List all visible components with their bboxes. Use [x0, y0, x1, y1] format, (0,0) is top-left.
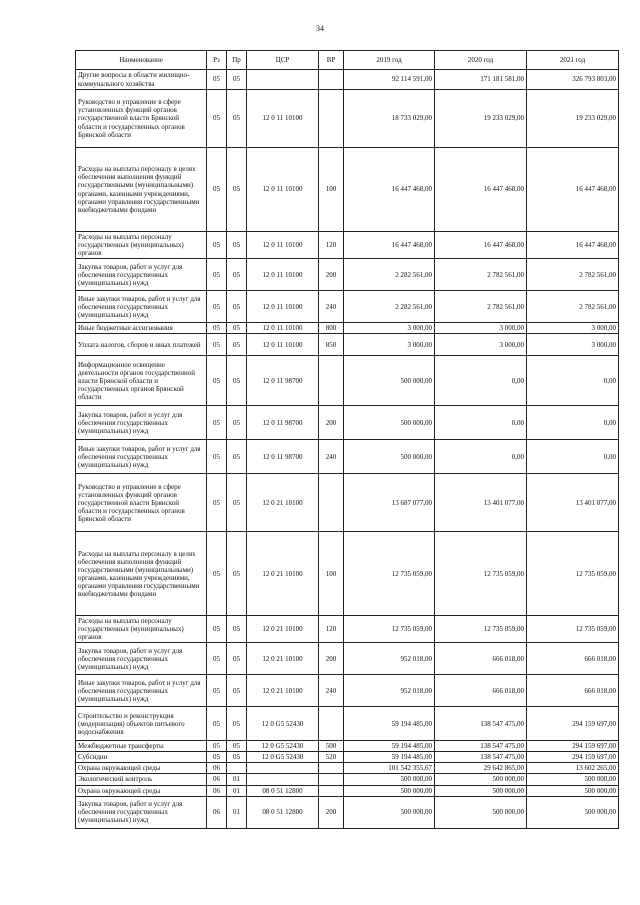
cell-name: Охрана окружающей среды: [76, 785, 207, 796]
cell-name: Руководство и управление в сфере установленных функций органов государственной власти Брянской области и государственных органов Брянской области: [76, 90, 207, 148]
cell-vr: [319, 785, 344, 796]
cell-vr: 240: [319, 291, 344, 323]
cell-2021: 13 602 265,00: [527, 763, 619, 774]
cell-2019: 59 194 485,00: [344, 707, 435, 741]
cell-2019: 16 447 468,00: [344, 148, 435, 232]
cell-name: Иные бюджетные ассигнования: [76, 323, 207, 334]
cell-vr: 200: [319, 643, 344, 675]
cell-name: Расходы на выплаты персоналу в целях обеспечения выполнения функций государственными (муниципальными) органами, казенными учреждениями, органами управления государственными внебюджетными фондами: [76, 148, 207, 232]
cell-rz: 05: [207, 356, 227, 406]
cell-csr: 08 0 51 12800: [247, 796, 319, 828]
cell-rz: 05: [207, 406, 227, 440]
cell-csr: [247, 763, 319, 774]
cell-rz: 05: [207, 148, 227, 232]
cell-rz: 05: [207, 752, 227, 763]
cell-vr: [319, 763, 344, 774]
cell-2021: 294 159 697,00: [527, 707, 619, 741]
table-row: [76, 474, 619, 532]
cell-rz: 05: [207, 474, 227, 532]
cell-vr: 200: [319, 259, 344, 291]
cell-pr: 05: [227, 406, 247, 440]
cell-2020: 0,00: [435, 356, 527, 406]
cell-2021: 666 018,00: [527, 643, 619, 675]
cell-csr: 08 0 51 12800: [247, 785, 319, 796]
cell-name: Другие вопросы в области жилищно-коммунального хозяйства: [76, 70, 207, 90]
cell-name: Уплата налогов, сборов и иных платежей: [76, 334, 207, 356]
cell-name: Охрана окружающей среды: [76, 763, 207, 774]
cell-name: Субсидии: [76, 752, 207, 763]
cell-vr: 100: [319, 148, 344, 232]
cell-vr: 850: [319, 334, 344, 356]
cell-pr: 01: [227, 796, 247, 828]
cell-2020: 666 018,00: [435, 643, 527, 675]
cell-2021: 0,00: [527, 440, 619, 474]
cell-pr: 05: [227, 232, 247, 259]
cell-name: Расходы на выплаты персоналу государственных (муниципальных) органов: [76, 616, 207, 643]
cell-2021: 12 735 059,00: [527, 532, 619, 616]
cell-pr: 05: [227, 532, 247, 616]
cell-2019: 13 687 077,00: [344, 474, 435, 532]
cell-csr: 12 0 11 10100: [247, 90, 319, 148]
table-row: [76, 148, 619, 232]
table-row: [76, 323, 619, 334]
cell-2020: 12 735 059,00: [435, 532, 527, 616]
table-row: [76, 707, 619, 741]
cell-rz: 05: [207, 532, 227, 616]
cell-2019: 500 000,00: [344, 406, 435, 440]
cell-2019: 3 000,00: [344, 334, 435, 356]
cell-vr: 500: [319, 741, 344, 752]
cell-csr: 12 0 11 10100: [247, 259, 319, 291]
cell-2021: 294 159 697,00: [527, 752, 619, 763]
cell-2020: 19 233 029,00: [435, 90, 527, 148]
table-row: [76, 90, 619, 148]
cell-2020: 0,00: [435, 440, 527, 474]
cell-rz: 05: [207, 334, 227, 356]
header-rz: Рз: [207, 51, 227, 70]
cell-name: Закупка товаров, работ и услуг для обеспечения государственных (муниципальных) нужд: [76, 259, 207, 291]
cell-2021: 666 018,00: [527, 675, 619, 707]
table-row: [76, 616, 619, 643]
header-vr: ВР: [319, 51, 344, 70]
table-row: [76, 643, 619, 675]
cell-name: Информационное освещение деятельности органов государственной власти Брянской области и государственных органов Брянской области: [76, 356, 207, 406]
table-row: [76, 675, 619, 707]
cell-2020: 500 000,00: [435, 774, 527, 785]
table-row: [76, 785, 619, 796]
cell-2019: 500 000,00: [344, 785, 435, 796]
cell-2020: 16 447 468,00: [435, 232, 527, 259]
table-row: [76, 291, 619, 323]
table-row: [76, 796, 619, 828]
cell-2019: 18 733 029,00: [344, 90, 435, 148]
cell-name: Руководство и управление в сфере установленных функций органов государственной власти Брянской области и государственных органов Брянской области: [76, 474, 207, 532]
cell-name: Расходы на выплаты персоналу в целях обеспечения выполнения функций государственными (муниципальными) органами, казенными учреждениями, органами управления государственными внебюджетными фондами: [76, 532, 207, 616]
cell-csr: 12 0 G5 52430: [247, 707, 319, 741]
cell-csr: 12 0 11 98700: [247, 440, 319, 474]
cell-pr: 05: [227, 741, 247, 752]
cell-name: Межбюджетные трансферты: [76, 741, 207, 752]
cell-2019: 12 735 059,00: [344, 616, 435, 643]
cell-pr: 05: [227, 323, 247, 334]
cell-rz: 06: [207, 785, 227, 796]
table-header-row: [76, 51, 619, 70]
cell-csr: 12 0 11 10100: [247, 323, 319, 334]
cell-2021: 19 233 029,00: [527, 90, 619, 148]
cell-name: Экологический контроль: [76, 774, 207, 785]
cell-csr: [247, 774, 319, 785]
cell-vr: 120: [319, 232, 344, 259]
cell-2021: 500 000,00: [527, 785, 619, 796]
cell-vr: 240: [319, 675, 344, 707]
cell-2020: 500 000,00: [435, 796, 527, 828]
cell-2021: 500 000,00: [527, 796, 619, 828]
table-row: [76, 440, 619, 474]
cell-name: Расходы на выплаты персоналу государственных (муниципальных) органов: [76, 232, 207, 259]
cell-2019: 3 000,00: [344, 323, 435, 334]
cell-csr: 12 0 G5 52430: [247, 741, 319, 752]
cell-2020: 2 782 561,00: [435, 259, 527, 291]
budget-table: [75, 50, 619, 829]
cell-vr: [319, 474, 344, 532]
cell-pr: 05: [227, 440, 247, 474]
header-2021: 2021 год: [527, 51, 619, 70]
table-row: [76, 752, 619, 763]
cell-vr: [319, 774, 344, 785]
cell-name: Иные закупки товаров, работ и услуг для обеспечения государственных (муниципальных) нужд: [76, 675, 207, 707]
cell-rz: 05: [207, 90, 227, 148]
table-row: [76, 774, 619, 785]
table-row: [76, 232, 619, 259]
cell-pr: 05: [227, 752, 247, 763]
header-2020: 2020 год: [435, 51, 527, 70]
cell-rz: 05: [207, 616, 227, 643]
header-name: Наименование: [76, 51, 207, 70]
table-row: [76, 532, 619, 616]
cell-rz: 05: [207, 70, 227, 90]
cell-2019: 500 000,00: [344, 796, 435, 828]
cell-2020: 29 642 865,00: [435, 763, 527, 774]
cell-rz: 05: [207, 707, 227, 741]
cell-csr: 12 0 11 98700: [247, 406, 319, 440]
cell-name: Закупка товаров, работ и услуг для обеспечения государственных (муниципальных) нужд: [76, 643, 207, 675]
table-row: [76, 259, 619, 291]
table-body: [76, 70, 619, 829]
cell-2020: 2 782 561,00: [435, 291, 527, 323]
cell-csr: 12 0 21 10100: [247, 616, 319, 643]
cell-rz: 06: [207, 763, 227, 774]
cell-pr: 05: [227, 148, 247, 232]
cell-rz: 05: [207, 440, 227, 474]
cell-2019: 952 018,00: [344, 675, 435, 707]
table-row: [76, 763, 619, 774]
cell-2019: 952 018,00: [344, 643, 435, 675]
cell-name: Иные закупки товаров, работ и услуг для обеспечения государственных (муниципальных) нужд: [76, 291, 207, 323]
cell-csr: 12 0 11 10100: [247, 291, 319, 323]
cell-rz: 05: [207, 259, 227, 291]
cell-vr: [319, 707, 344, 741]
cell-rz: 05: [207, 643, 227, 675]
cell-csr: 12 0 21 10100: [247, 474, 319, 532]
cell-2020: 138 547 475,00: [435, 741, 527, 752]
cell-2019: 2 282 561,00: [344, 291, 435, 323]
cell-rz: 06: [207, 774, 227, 785]
cell-pr: 05: [227, 334, 247, 356]
cell-2019: 16 447 468,00: [344, 232, 435, 259]
cell-2021: 16 447 468,00: [527, 148, 619, 232]
cell-vr: 100: [319, 532, 344, 616]
cell-2019: 92 114 591,00: [344, 70, 435, 90]
cell-2021: 16 447 468,00: [527, 232, 619, 259]
cell-2019: 101 542 355,67: [344, 763, 435, 774]
cell-csr: 12 0 11 98700: [247, 356, 319, 406]
cell-2020: 138 547 475,00: [435, 752, 527, 763]
cell-csr: 12 0 21 10100: [247, 532, 319, 616]
cell-2019: 500 000,00: [344, 356, 435, 406]
cell-csr: 12 0 21 10100: [247, 675, 319, 707]
cell-name: Иные закупки товаров, работ и услуг для обеспечения государственных (муниципальных) нужд: [76, 440, 207, 474]
cell-csr: [247, 70, 319, 90]
cell-vr: 120: [319, 616, 344, 643]
cell-2020: 138 547 475,00: [435, 707, 527, 741]
cell-2020: 500 000,00: [435, 785, 527, 796]
cell-pr: 01: [227, 774, 247, 785]
cell-2021: 326 793 803,00: [527, 70, 619, 90]
cell-rz: 05: [207, 323, 227, 334]
cell-csr: 12 0 G5 52430: [247, 752, 319, 763]
cell-name: Закупка товаров, работ и услуг для обеспечения государственных (муниципальных) нужд: [76, 406, 207, 440]
header-2019: 2019 год: [344, 51, 435, 70]
cell-2019: 500 000,00: [344, 440, 435, 474]
table-row: [76, 356, 619, 406]
cell-2021: 13 401 077,00: [527, 474, 619, 532]
cell-vr: [319, 90, 344, 148]
table-row: [76, 406, 619, 440]
header-csr: ЦСР: [247, 51, 319, 70]
cell-rz: 06: [207, 796, 227, 828]
cell-csr: 12 0 11 10100: [247, 334, 319, 356]
cell-name: Строительство и реконструкция (модернизация) объектов питьевого водоснабжения: [76, 707, 207, 741]
table-row: [76, 70, 619, 90]
cell-2019: 12 735 059,00: [344, 532, 435, 616]
header-pr: Пр: [227, 51, 247, 70]
cell-2020: 12 735 059,00: [435, 616, 527, 643]
cell-vr: 800: [319, 323, 344, 334]
cell-2020: 16 447 468,00: [435, 148, 527, 232]
cell-pr: 05: [227, 643, 247, 675]
cell-2021: 0,00: [527, 356, 619, 406]
cell-2021: 2 782 561,00: [527, 259, 619, 291]
cell-2020: 0,00: [435, 406, 527, 440]
cell-2021: 0,00: [527, 406, 619, 440]
cell-pr: 05: [227, 70, 247, 90]
cell-pr: 05: [227, 291, 247, 323]
cell-csr: 12 0 11 10100: [247, 148, 319, 232]
cell-2021: 3 000,00: [527, 334, 619, 356]
cell-pr: 05: [227, 90, 247, 148]
cell-vr: [319, 70, 344, 90]
cell-name: Закупка товаров, работ и услуг для обеспечения государственных (муниципальных) нужд: [76, 796, 207, 828]
cell-rz: 05: [207, 741, 227, 752]
cell-2019: 59 194 485,00: [344, 741, 435, 752]
cell-vr: 520: [319, 752, 344, 763]
cell-pr: 05: [227, 474, 247, 532]
cell-2020: 666 018,00: [435, 675, 527, 707]
cell-2020: 3 000,00: [435, 334, 527, 356]
cell-2021: 2 782 561,00: [527, 291, 619, 323]
cell-2021: 3 000,00: [527, 323, 619, 334]
cell-vr: 200: [319, 796, 344, 828]
cell-rz: 05: [207, 232, 227, 259]
cell-2019: 500 000,00: [344, 774, 435, 785]
cell-pr: 05: [227, 707, 247, 741]
table-row: [76, 741, 619, 752]
page-number: 34: [316, 24, 324, 33]
cell-2021: 294 159 697,00: [527, 741, 619, 752]
cell-2020: 171 181 581,00: [435, 70, 527, 90]
cell-2019: 59 194 485,00: [344, 752, 435, 763]
cell-csr: 12 0 21 10100: [247, 643, 319, 675]
cell-pr: [227, 763, 247, 774]
cell-vr: 200: [319, 406, 344, 440]
cell-pr: 05: [227, 675, 247, 707]
cell-rz: 05: [207, 675, 227, 707]
cell-pr: 05: [227, 356, 247, 406]
cell-vr: [319, 356, 344, 406]
cell-2020: 3 000,00: [435, 323, 527, 334]
cell-vr: 240: [319, 440, 344, 474]
cell-rz: 05: [207, 291, 227, 323]
cell-pr: 01: [227, 785, 247, 796]
cell-2021: 500 000,00: [527, 774, 619, 785]
cell-pr: 05: [227, 259, 247, 291]
cell-2021: 12 735 059,00: [527, 616, 619, 643]
table-row: [76, 334, 619, 356]
cell-2020: 13 401 077,00: [435, 474, 527, 532]
cell-2019: 2 282 561,00: [344, 259, 435, 291]
cell-csr: 12 0 11 10100: [247, 232, 319, 259]
cell-pr: 05: [227, 616, 247, 643]
